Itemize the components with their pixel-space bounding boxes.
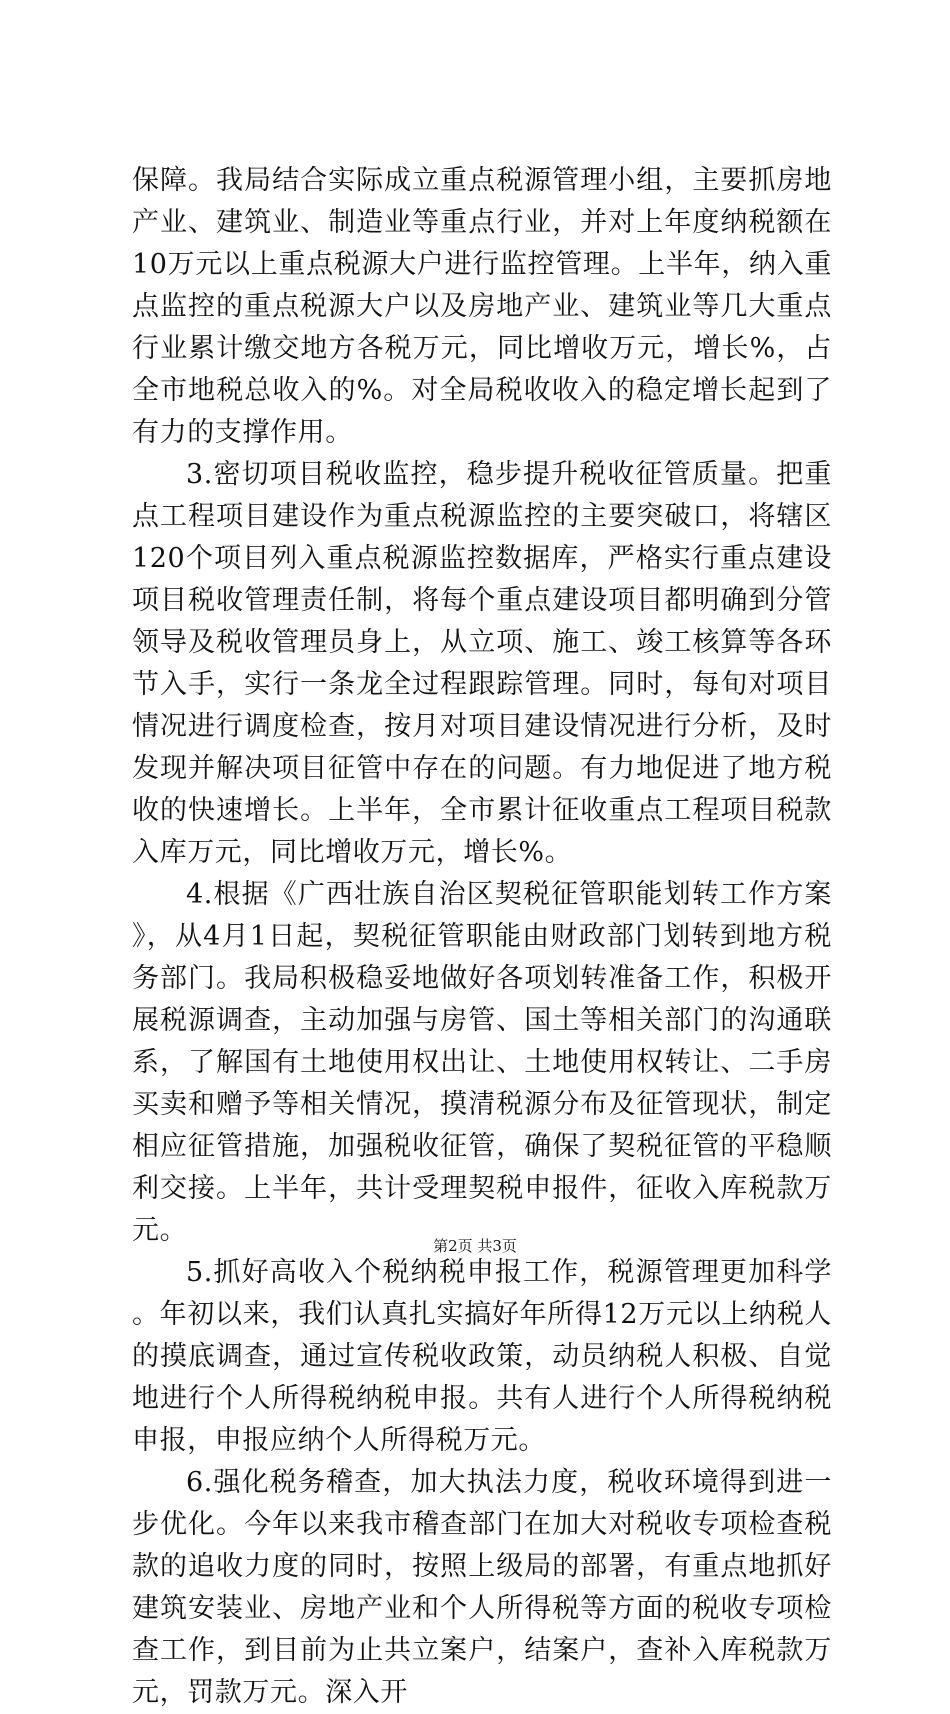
- paragraph-item-5: 5.抓好高收入个税纳税申报工作，税源管理更加科学。年初以来，我们认真扎实搞好年所得12万元以上纳税人的摸底调查，通过宣传税收政策，动员纳税人积极、自觉地进行个人所得税纳税申报。共有人进行个人所得税纳税申报，申报应纳个人所得税万元。: [132, 1257, 832, 1456]
- document-body: [132, 160, 832, 1714]
- paragraph-continued: 保障。我局结合实际成立重点税源管理小组，主要抓房地产业、建筑业、制造业等重点行业，并对上年度纳税额在10万元以上重点税源大户进行监控管理。上半年，纳入重点监控的重点税源大户以及房地产业、建筑业等几大重点行业累计缴交地方各税万元，同比增收万元，增长%，占全市地税总收入的%。对全局税收收入的稳定增长起到了有力的支撑作用。: [132, 165, 832, 448]
- paragraph-item-3: 3.密切项目税收监控，稳步提升税收征管质量。把重点工程项目建设作为重点税源监控的主要突破口，将辖区120个项目列入重点税源监控数据库，严格实行重点建设项目税收管理责任制，将每个重点建设项目都明确到分管领导及税收管理员身上，从立项、施工、竣工核算等各环节入手，实行一条龙全过程跟踪管理。同时，每旬对项目情况进行调度检查，按月对项目建设情况进行分析，及时发现并解决项目征管中存在的问题。有力地促进了地方税收的快速增长。上半年，全市累计征收重点工程项目税款入库万元，同比增收万元，增长%。: [132, 459, 832, 868]
- paragraph-item-4: 4.根据《广西壮族自治区契税征管职能划转工作方案》，从4月1日起，契税征管职能由财政部门划转到地方税务部门。我局积极稳妥地做好各项划转准备工作，积极开展税源调查，主动加强与房管、国土等相关部门的沟通联系，了解国有土地使用权出让、土地使用权转让、二手房买卖和赠予等相关情况，摸清税源分布及征管现状，制定相应征管措施，加强税收征管，确保了契税征管的平稳顺利交接。上半年，共计受理契税申报件，征收入库税款万元。: [132, 879, 832, 1246]
- paragraph-item-6: 6.强化税务稽查，加大执法力度，税收环境得到进一步优化。今年以来我市稽查部门在加大对税收专项检查税款的追收力度的同时，按照上级局的部署，有重点地抓好建筑安装业、房地产业和个人所得税等方面的税收专项检查工作，到目前为止共立案户，结案户，查补入库税款万元，罚款万元。深入开: [132, 1467, 832, 1708]
- page-number-footer: 第2页 共3页: [433, 1237, 517, 1255]
